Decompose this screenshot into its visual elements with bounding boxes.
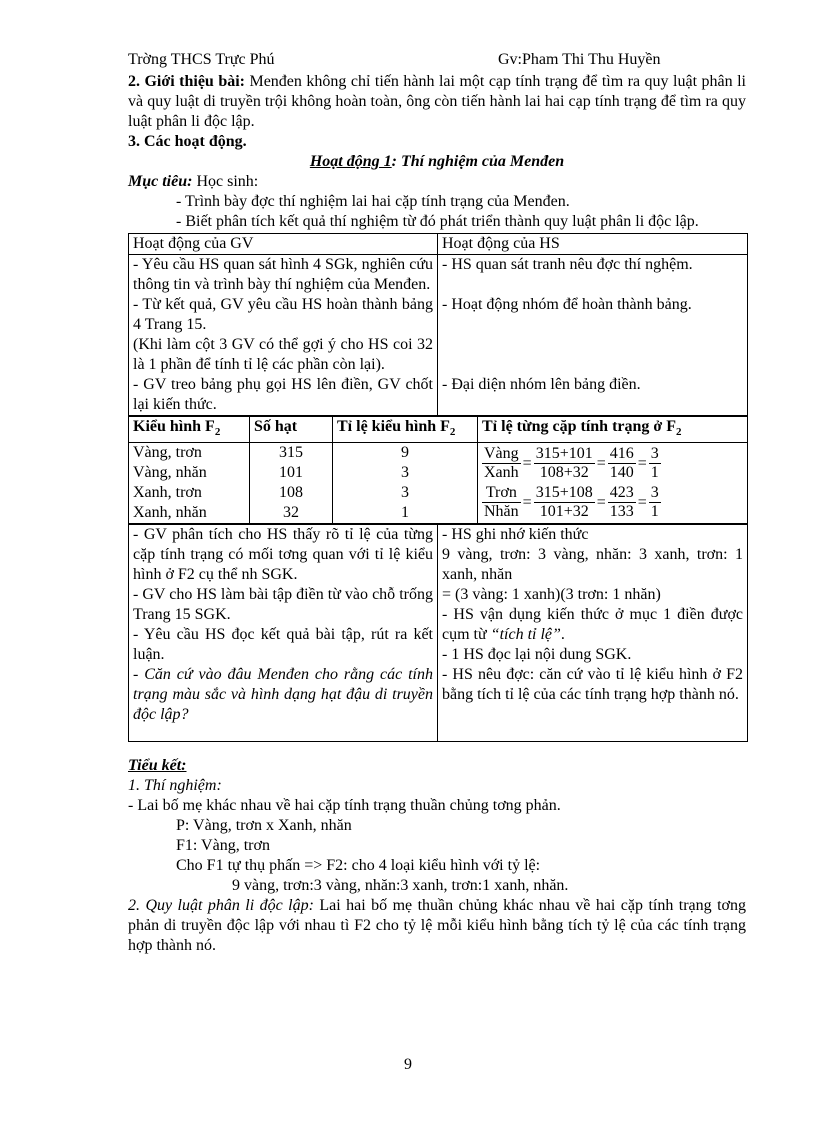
document-body <box>128 72 746 956</box>
summary-s1-title: 1. Thí nghiệm: <box>128 777 222 795</box>
intro-paragraph <box>128 72 746 132</box>
activity1-heading: Hoạt động 1: Thí nghiệm của Menđen <box>309 153 565 170</box>
rt-header-4: Tỉ lệ từng cặp tính trạng ở $F_2$ <box>478 417 748 443</box>
summary-s2-title: 2. Quy luật phân li độc lập: <box>128 897 314 915</box>
summary-line-4: Cho F1 tự thụ phấn => F2: cho 4 loại kiểu hình với tỷ lệ: <box>176 857 541 875</box>
intro-text: Menđen không chỉ tiến hành lai một cạp tính trạng để tìm ra quy luật phân li và quy luật di truyền trội không hoàn toàn, ông còn tiến hành lai hai cạp tính trạng để tìm ra quy luật phân li độc lập. <box>128 73 746 130</box>
table-cell-gv: - Yêu cầu HS quan sát hình 4 SGk, nghiên cứu thông tin và trình bày thí nghiệm của Menđen. - Từ kết quả, GV yêu cầu HS hoàn thành bảng 4 Trang 15. (Khi làm cột 3 GV có thể gợi ý cho HS coi 32 là 1 phần để tính tỉ lệ các phần còn lại). - GV treo bảng phụ gọi HS lên điền, GV chốt lại kiến thức. <box>129 255 438 416</box>
summary-s2-text: Lai hai bố mẹ thuần chủng khác nhau về hai cặp tính trạng tơng phản di truyền độc lập với nhau tì F2 cho tỷ lệ mỗi kiểu hình bằng tích tỷ lệ của các tính trạng hợp thành nó. <box>128 897 747 955</box>
objective-line: Mục tiêu: Học sinh: <box>128 173 259 190</box>
rt-header-2: Số hạt <box>250 417 333 443</box>
summary-line-1: - Lai bố mẹ khác nhau về hai cặp tính trạng thuần chủng tơng phản. <box>128 797 561 815</box>
rt-header-1: Kiểu hình $F_2$ <box>129 417 250 443</box>
table2-cell-gv: - GV phân tích cho HS thấy rõ tỉ lệ của từng cặp tính trạng có mối tơng quan với tỉ lệ kiểu hình ở F2 cụ thể nh SGK. - GV cho HS làm bài tập điền từ vào chỗ trống Trang 15 SGK. - Yêu cầu HS đọc kết quả bài tập, rút ra kết luận. - Căn cứ vào đâu Menđen cho rằng các tính trạng màu sắc và hình dạng hạt đậu di truyền độc lập? <box>129 525 438 742</box>
rt-pair-ratios <box>478 443 748 524</box>
header-gv: Hoạt động của GV <box>129 234 438 255</box>
header-hs: Hoạt động của HS <box>438 234 748 255</box>
activity-table-2 <box>128 524 748 742</box>
objective-item-1: - Trình bày đợc thí nghiệm lai hai cặp tính trạng của Menđen. <box>176 193 570 210</box>
rt-phenotypes: Vàng, trơn Vàng, nhăn Xanh, trơn Xanh, nhăn <box>129 443 250 524</box>
objective-item-2: - Biết phân tích kết quả thí nghiệm từ đó phát triển thành quy luật phân li độc lập. <box>176 213 699 230</box>
page-number: 9 <box>404 1056 412 1073</box>
school-name: Trờng THCS Trực Phú <box>128 51 275 68</box>
summary-line-2: P: Vàng, trơn x Xanh, nhăn <box>176 817 352 835</box>
rt-ratios: 9 3 3 1 <box>333 443 478 524</box>
intro-label: 2. Giới thiệu bài: <box>128 73 245 90</box>
activities-heading: 3. Các hoạt động. <box>128 133 247 150</box>
fraction-color: $\frac{\text{Vàng}}{\text{Xanh}}$ = $\frac{315+101}{108+32}$ = $\frac{416}{140}$ = $\frac{3}{1}$ <box>484 445 659 482</box>
objective-label: Mục tiêu: <box>128 173 193 190</box>
summary-title: Tiểu kết: <box>128 757 187 775</box>
summary-line-3: F1: Vàng, trơn <box>176 837 270 855</box>
ratio-table <box>128 416 748 524</box>
summary-line-5: 9 vàng, trơn:3 vàng, nhăn:3 xanh, trơn:1 xanh, nhăn. <box>232 877 569 895</box>
table2-cell-hs: - HS ghi nhớ kiến thức 9 vàng, trơn: 3 vàng, nhăn: 3 xanh, trơn: 1 xanh, nhăn = (3 vàng: 1 xanh)(3 trơn: 1 nhăn) - HS vận dụng kiến thức ở mục 1 điền được cụm từ “tích tỉ lệ”. - 1 HS đọc lại nội dung SGK. - HS nêu đợc: căn cứ vào tỉ lệ kiểu hình ở F2 bằng tích tỉ lệ của các tính trạng hợp thành nó. <box>438 525 748 742</box>
rt-header-3: Tỉ lệ kiểu hình $F_2$ <box>333 417 478 443</box>
summary-s2 <box>128 896 746 956</box>
page-header <box>128 50 748 70</box>
activity-table <box>128 233 748 416</box>
fraction-shape: $\frac{\text{Trơn}}{\text{Nhăn}}$ = $\frac{315+108}{101+32}$ = $\frac{423}{133}$ = $\frac{3}{1}$ <box>484 484 659 521</box>
table-cell-hs: - HS quan sát tranh nêu đợc thí nghệm. - Hoạt động nhóm để hoàn thành bảng. - Đại diện nhóm lên bảng điền. <box>438 255 748 416</box>
teacher-name: Gv:Pham Thi Thu Huyền <box>498 51 661 68</box>
rt-counts: 315 101 108 32 <box>250 443 333 524</box>
